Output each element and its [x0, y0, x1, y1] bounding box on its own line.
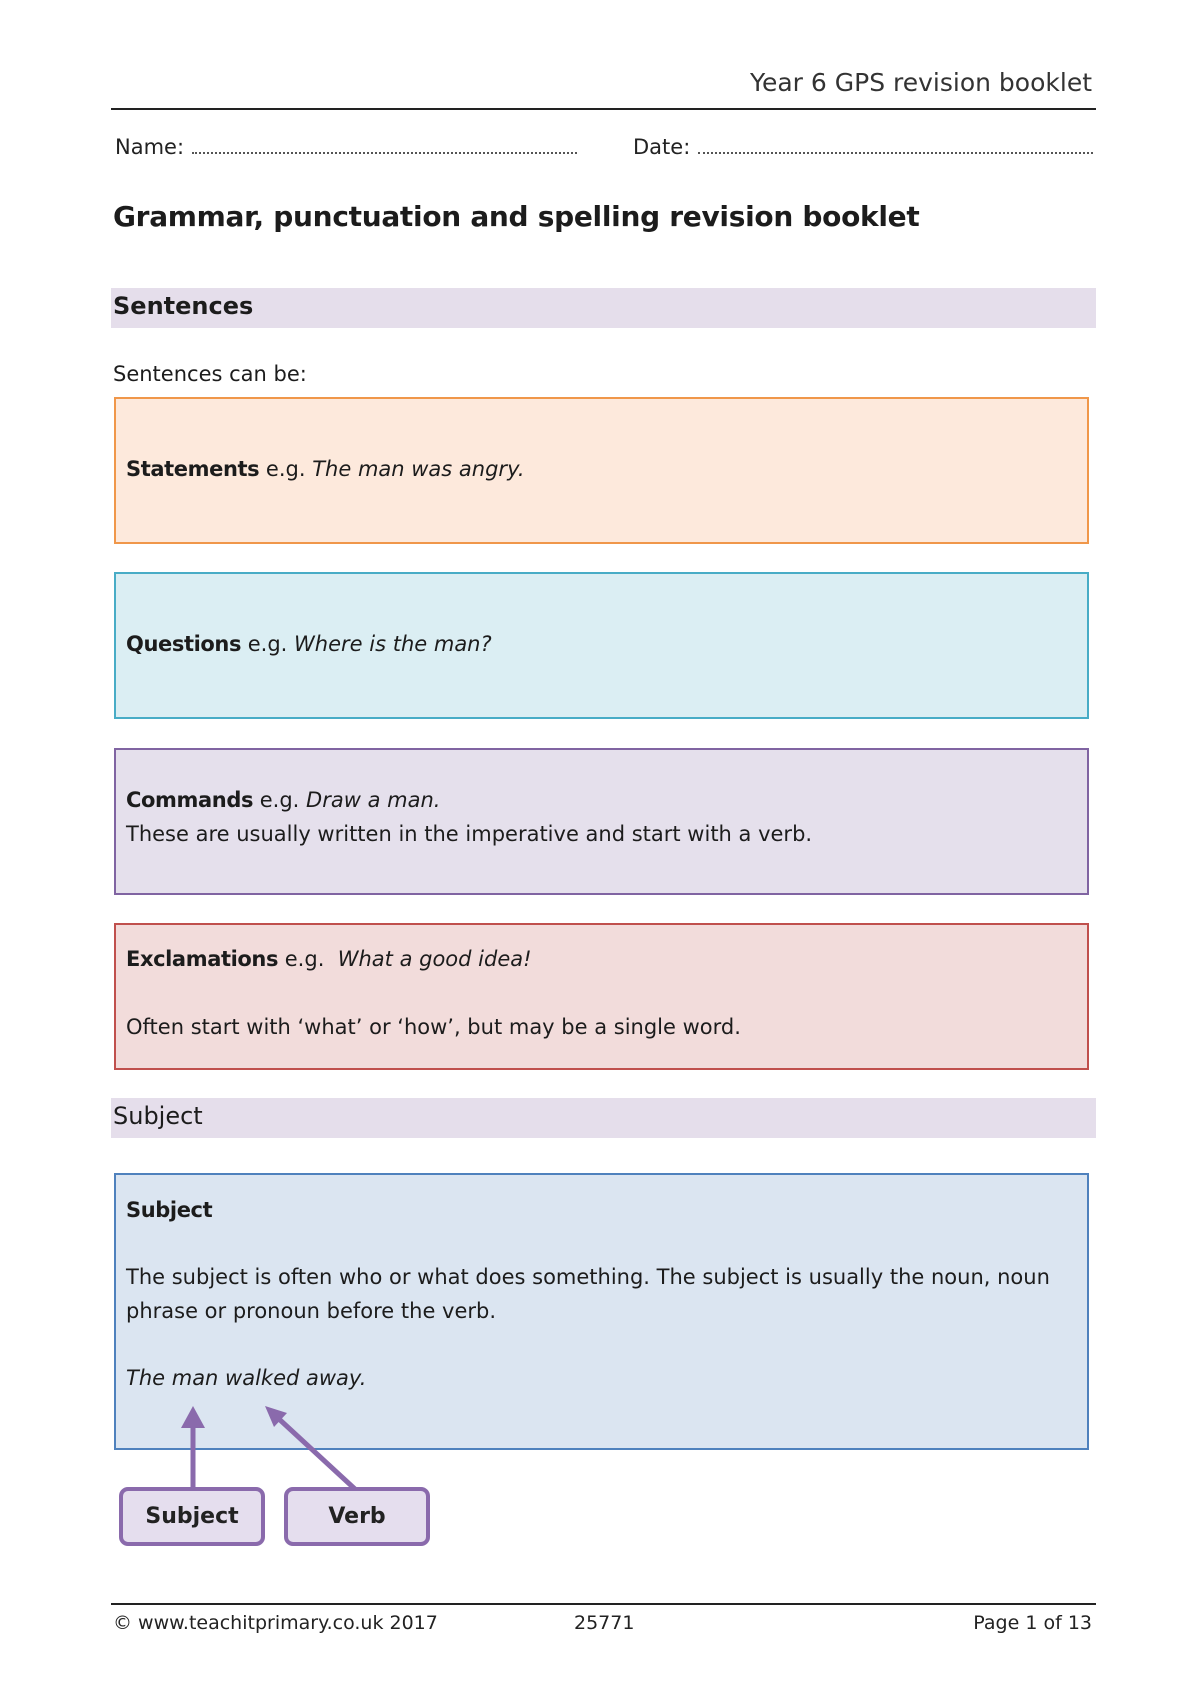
box-lead: Subject	[126, 1198, 213, 1222]
section-heading: Subject	[113, 1102, 203, 1130]
date-label: Date:	[633, 135, 691, 159]
sentences-intro: Sentences can be:	[113, 362, 307, 386]
box-lead: Exclamations	[126, 947, 279, 971]
box-lead: Questions	[126, 632, 242, 656]
footer-page: Page 1 of 13	[973, 1612, 1092, 1634]
eg-label: e.g.	[265, 457, 306, 481]
example-text: Draw a man.	[306, 788, 441, 812]
footer-code: 25771	[574, 1612, 635, 1634]
verb-arrow-line	[279, 1419, 356, 1490]
box-lead: Statements	[126, 457, 260, 481]
example-text: Where is the man?	[294, 632, 492, 656]
subject-text: The subject is often who or what does something. The subject is usually the noun, noun phrase or pronoun before the verb.	[126, 1265, 1050, 1323]
eg-label: e.g.	[284, 947, 325, 971]
subject-arrow-head	[181, 1406, 205, 1428]
box-lead: Commands	[126, 788, 254, 812]
document-title: Grammar, punctuation and spelling revision booklet	[113, 200, 920, 233]
eg-label: e.g.	[259, 788, 300, 812]
example-text: What a good idea!	[337, 947, 532, 971]
subject-callout: Subject	[119, 1487, 265, 1546]
footer-rule	[111, 1603, 1096, 1605]
box-note: These are usually written in the imperative and start with a verb.	[126, 822, 813, 846]
section-heading: Sentences	[113, 292, 254, 320]
header-title: Year 6 GPS revision booklet	[750, 68, 1092, 97]
example-text: The man walked away.	[126, 1366, 367, 1390]
name-label: Name:	[115, 135, 185, 159]
eg-label: e.g.	[247, 632, 288, 656]
box-note: Often start with ‘what’ or ‘how’, but may be a single word.	[126, 1015, 741, 1039]
footer-copyright: © www.teachitprimary.co.uk 2017	[113, 1612, 438, 1634]
example-text: The man was angry.	[312, 457, 525, 481]
verb-callout: Verb	[284, 1487, 430, 1546]
